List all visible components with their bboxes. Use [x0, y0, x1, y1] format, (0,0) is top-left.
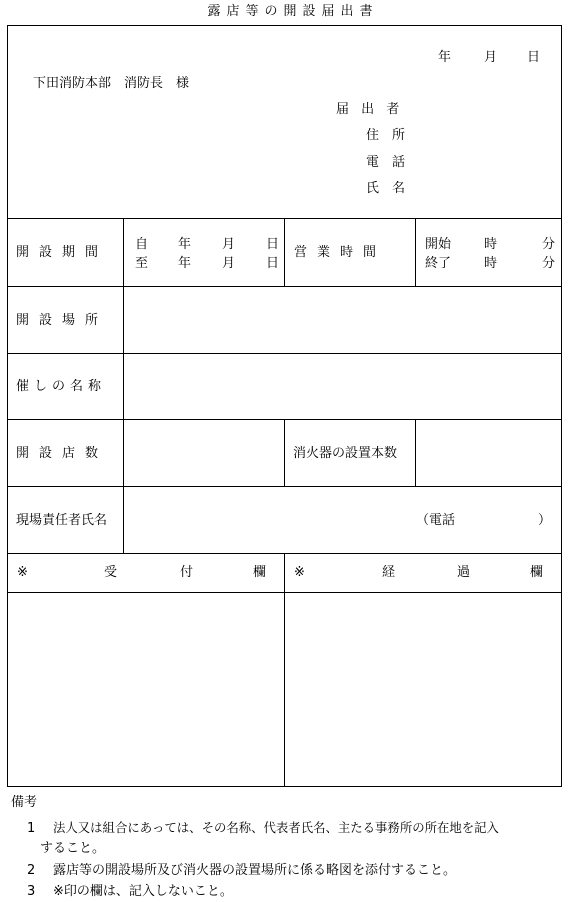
notifier-address-label: 住 所 [366, 128, 406, 143]
form-title: 露店等の開設届出書 [207, 4, 379, 19]
notifier-name-label: 氏 名 [366, 181, 406, 196]
date-year: 年 [438, 50, 452, 65]
progress-area [287, 596, 559, 784]
date-month: 月 [484, 50, 498, 65]
event-label: 催しの名称 [16, 379, 107, 394]
notifier-phone-label: 電 話 [366, 155, 406, 170]
reception-area [10, 596, 282, 784]
manager-phone-open: （電話 [416, 513, 456, 528]
place-label: 開設場所 [16, 313, 109, 328]
period-label: 開設期間 [16, 245, 109, 260]
remarks-heading: 備考 [11, 795, 38, 810]
hours-label: 営業時間 [294, 245, 387, 260]
stores-label: 開設店数 [16, 446, 109, 461]
stores-field[interactable] [126, 423, 281, 483]
addressee: 下田消防本部 消防長 様 [33, 76, 190, 91]
extinguisher-label: 消火器の設置本数 [293, 446, 398, 461]
extinguisher-field[interactable] [418, 423, 558, 483]
place-field[interactable] [126, 290, 558, 350]
notifier-heading: 届 出 者 [336, 102, 404, 117]
manager-label: 現場責任者氏名 [16, 513, 108, 528]
event-field[interactable] [126, 357, 558, 417]
date-day: 日 [527, 50, 541, 65]
manager-phone-close: ） [538, 513, 552, 528]
manager-name-field[interactable] [126, 490, 412, 550]
